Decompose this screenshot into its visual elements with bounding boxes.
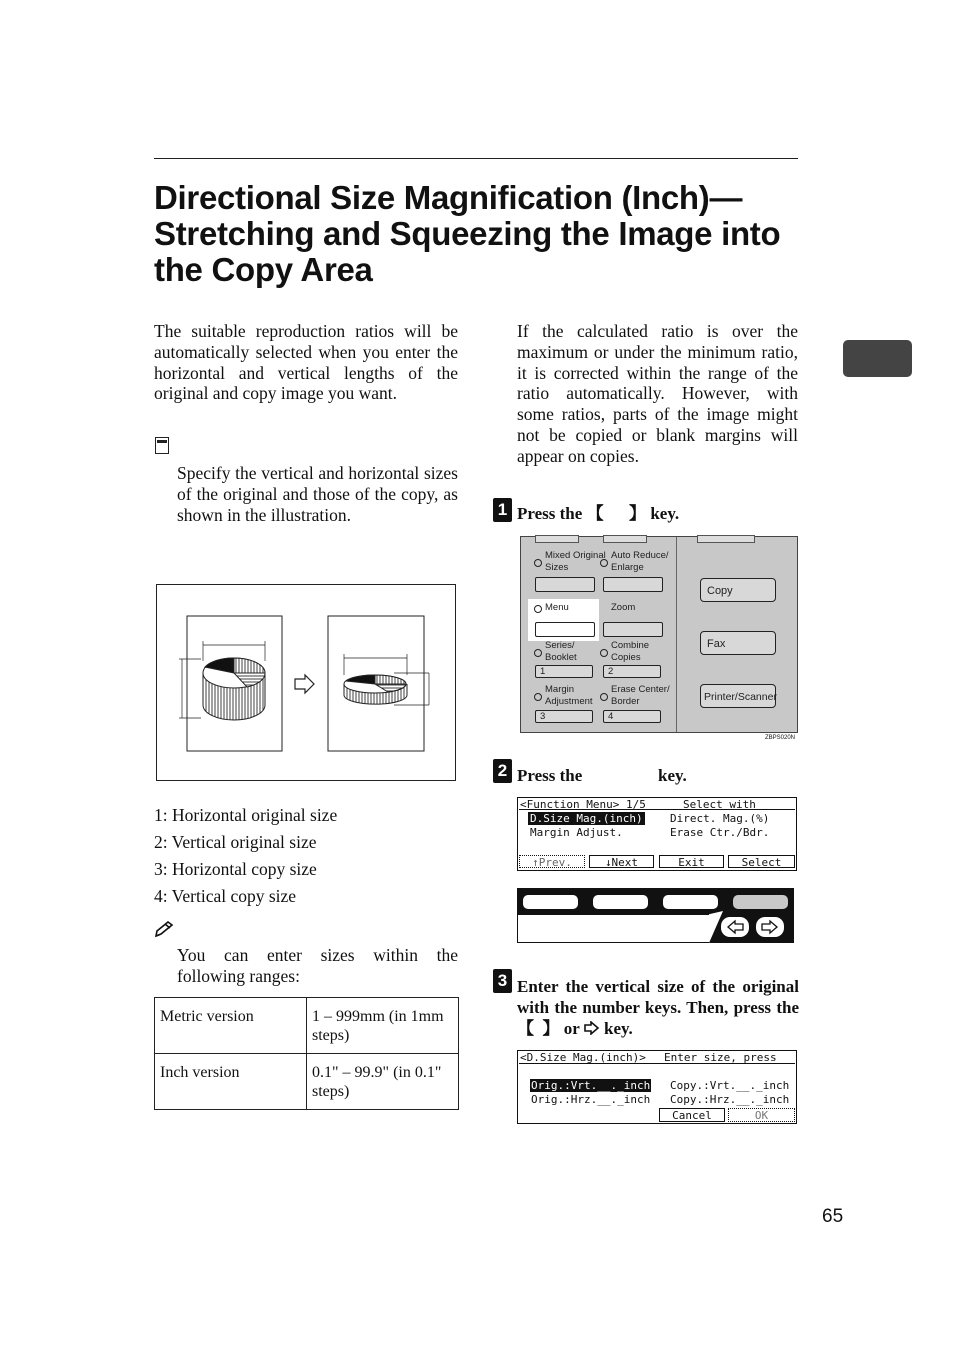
table-cell-version: Metric version (155, 998, 307, 1054)
combine-copies-button[interactable]: 2 (603, 665, 661, 678)
step-3-or: or (563, 1019, 580, 1038)
mixed-original-sizes-button[interactable] (535, 577, 595, 592)
lcd-prev-softkey[interactable]: ↑Prev. (519, 855, 585, 868)
zoom-label: Zoom (611, 602, 636, 613)
lcd-next-softkey[interactable]: ↓Next (589, 855, 654, 868)
intro-paragraph: The suitable reproduction ratios will be automatically selected when you enter the horizontal and vertical lengths of the original and copy image you want. (154, 321, 458, 404)
ranges-table (154, 997, 459, 1110)
size-illustration-drawing (157, 585, 455, 780)
important-icon (155, 437, 169, 454)
title-line-3: the Copy Area (154, 251, 373, 288)
legend-item-2: 2: Vertical original size (154, 832, 317, 852)
auto-reduce-enlarge-button[interactable] (603, 577, 663, 592)
title-line-2: Stretching and Squeezing the Image into (154, 215, 781, 252)
series-booklet-label: Series/ Booklet (535, 640, 577, 664)
size-illustration (156, 584, 456, 781)
note-paragraph: You can enter sizes within the following ranges: (177, 945, 458, 986)
step-3-badge: 3 (493, 969, 512, 993)
lcd-erase-ctr-item[interactable]: Erase Ctr./Bdr. (670, 826, 770, 839)
step-1-badge: 1 (493, 498, 512, 522)
auto-reduce-label: Auto Reduce/ Enlarge (601, 550, 669, 574)
mixed-original-label: Mixed Original Sizes (535, 550, 606, 574)
menu-label: Menu (535, 602, 569, 614)
combine-copies-label: Combine Copies (601, 640, 649, 664)
step-2-text (517, 765, 697, 786)
step-1-pre: Press the (517, 504, 583, 523)
important-paragraph: Specify the vertical and horizontal sizes of the original and those of the copy, as shown in the illustration. (177, 463, 458, 525)
figure-code: ZBPS020N (765, 735, 796, 741)
left-arrow-icon[interactable] (720, 916, 750, 938)
step-1-key: 【 】 (586, 504, 647, 523)
lcd-cancel-softkey[interactable]: Cancel (659, 1108, 725, 1122)
lcd-dsize-mag-item[interactable]: D.Size Mag.(inch) (530, 812, 643, 825)
lcd-direct-mag-item[interactable]: Direct. Mag.(%) (670, 812, 770, 825)
right-arrow-icon[interactable] (755, 916, 785, 938)
chapter-tab (843, 340, 912, 377)
lcd-orig-vertical-field[interactable]: Orig.:Vrt.__._inch (531, 1079, 651, 1092)
lcd-select-softkey[interactable]: Select (728, 855, 795, 868)
printer-scanner-mode-key[interactable]: Printer/Scanner (700, 684, 776, 708)
table-cell-range: 1 – 999mm (in 1mm steps) (307, 998, 459, 1054)
panel-divider (676, 537, 677, 732)
next-arrow-icon (584, 1021, 600, 1035)
erase-center-label: Erase Center/ Border (601, 684, 670, 708)
lcd-copy-vertical-field[interactable]: Copy.:Vrt.__._inch (670, 1079, 790, 1092)
step-1-post: key. (650, 504, 680, 523)
selection-keys-strip (517, 888, 794, 943)
lcd-margin-adjust-item[interactable]: Margin Adjust. (530, 826, 623, 839)
selection-key-3[interactable] (663, 895, 718, 909)
step-3-instruction: Enter the vertical size of the original with the number keys. Then, press the (517, 977, 799, 1017)
selection-key-4[interactable] (733, 895, 788, 909)
step-3-key: 【 】 (517, 1019, 560, 1038)
margin-adjustment-label: Margin Adjustment (535, 684, 593, 708)
lcd-orig-horizontal-field[interactable]: Orig.:Hrz.__._inch (531, 1093, 651, 1106)
header-rule (154, 158, 798, 159)
selection-key-2[interactable] (593, 895, 648, 909)
lcd-function-menu (517, 797, 797, 871)
lcd-menu-header-hint: Select with (683, 798, 756, 811)
control-panel (520, 536, 798, 733)
fax-mode-key[interactable]: Fax (700, 631, 776, 655)
lcd-size-header-hint: Enter size, press (664, 1051, 777, 1064)
zoom-button[interactable] (603, 622, 663, 637)
step-2-pre: Press the (517, 766, 583, 785)
step-2-post: key. (658, 766, 687, 785)
lcd-exit-softkey[interactable]: Exit (659, 855, 724, 868)
lcd-size-header: <D.Size Mag.(inch)> (520, 1051, 646, 1064)
legend-item-1: 1: Horizontal original size (154, 805, 338, 825)
table-cell-version: Inch version (155, 1054, 307, 1110)
erase-center-border-button[interactable]: 4 (603, 710, 661, 723)
series-booklet-button[interactable]: 1 (535, 665, 593, 678)
copy-mode-key[interactable]: Copy (700, 578, 776, 602)
step-3-text (517, 976, 799, 1039)
legend-item-4: 4: Vertical copy size (154, 886, 297, 906)
page-number: 65 (822, 1206, 844, 1227)
table-cell-range: 0.1" – 99.9" (in 0.1" steps) (307, 1054, 459, 1110)
lcd-ok-softkey[interactable]: OK (728, 1108, 795, 1122)
title-line-1: Directional Size Magnification (Inch)— (154, 179, 743, 216)
legend-item-3: 3: Horizontal copy size (154, 859, 317, 879)
lcd-size-entry (517, 1050, 797, 1124)
table-row (155, 1054, 459, 1110)
step-2-badge: 2 (493, 759, 512, 783)
margin-adjustment-button[interactable]: 3 (535, 710, 593, 723)
selection-key-1[interactable] (523, 895, 578, 909)
page-title (154, 180, 814, 288)
ratio-paragraph: If the calculated ratio is over the maximum or under the minimum ratio, it is corrected within the range of the ratio automatically. However, with some ratios, parts of the image might not be copied or blank margins will appear on copies. (517, 321, 798, 466)
table-row (155, 998, 459, 1054)
lcd-copy-horizontal-field[interactable]: Copy.:Hrz.__._inch (670, 1093, 790, 1106)
step-1-text (517, 503, 679, 524)
note-pencil-icon (154, 920, 174, 938)
step-3-post: key. (604, 1019, 633, 1038)
lcd-menu-header: <Function Menu> 1/5 (520, 798, 646, 811)
menu-button[interactable] (535, 622, 595, 637)
